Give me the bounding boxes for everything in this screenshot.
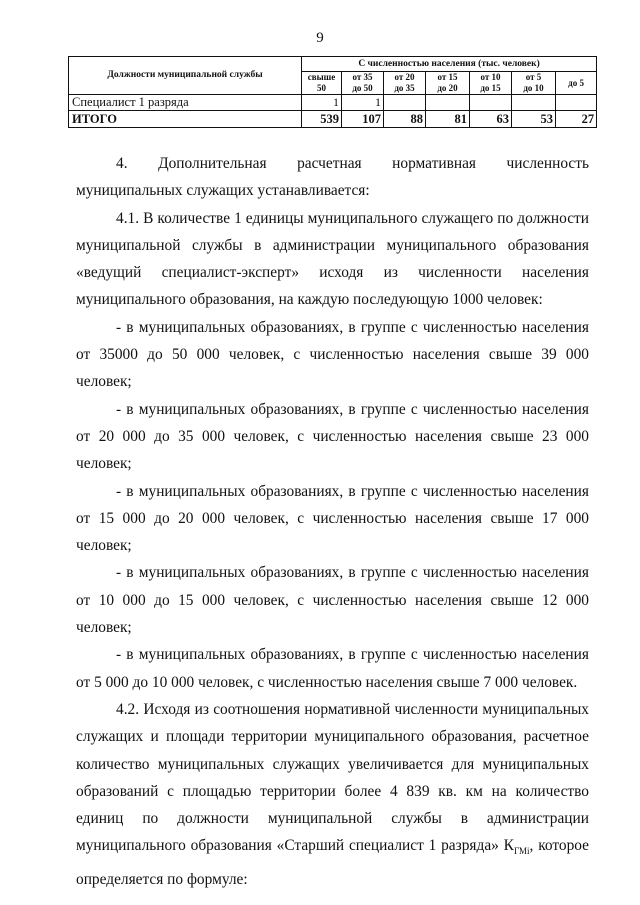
table-cell: 63	[470, 111, 512, 128]
column-header-line: от 15	[437, 72, 458, 82]
list-item: - в муниципальных образованиях, в группе с численностью населения от 35000 до 50 000 человек, с численностью населения свыше 39 000 человек;	[76, 318, 589, 391]
population-column-header	[512, 72, 556, 95]
page-number: 9	[316, 30, 324, 46]
column-header-line: от 5	[525, 72, 542, 82]
paragraph-4-2-text: 4.2. Исходя из соотношения нормативной численности муниципальных служащих и площади территории муниципального образования, расчетное количество муниципальных служащих увеличивается для муниципальных образований с площадью территории более 4 839 кв. км на количество единиц по должности муниципальной службы в администрации муниципального образования «Старший специалист 1 разряда» К	[76, 700, 589, 855]
position-column-header: Должности муниципальной службы	[69, 57, 302, 95]
table-cell	[512, 95, 556, 111]
table-row	[69, 95, 597, 111]
population-column-header	[384, 72, 426, 95]
column-header-line: до 5	[568, 77, 584, 88]
table-cell: 1	[302, 95, 342, 111]
row-label: ИТОГО	[69, 111, 302, 128]
document-body	[76, 150, 589, 893]
table-body	[69, 95, 597, 128]
column-header-line: до 35	[394, 83, 415, 93]
list-item: - в муниципальных образованиях, в группе с численностью населения от 5 000 до 10 000 человек, с численностью населения свыше 7 000 человек.	[76, 646, 589, 691]
paragraph-4: 4. Дополнительная расчетная нормативная численность муниципальных служащих устанавливается:	[76, 155, 589, 200]
population-column-header	[556, 72, 597, 95]
paragraph-4-2	[76, 696, 589, 893]
population-column-header	[302, 72, 342, 95]
table-header-row	[69, 57, 597, 72]
list-item: - в муниципальных образованиях, в группе с численностью населения от 10 000 до 15 000 человек, с численностью населения свыше 12 000 человек;	[76, 564, 589, 637]
table-cell: 88	[384, 111, 426, 128]
paragraph-4-1: 4.1. В количестве 1 единицы муниципального служащего по должности муниципальной службы в администрации муниципального образования «ведущий специалист-эксперт» исходя из численности населения муниципального образования, на каждую последующую 1000 человек:	[76, 209, 589, 309]
column-header-line: до 15	[480, 83, 501, 93]
table-cell: 53	[512, 111, 556, 128]
staffing-table	[68, 56, 597, 128]
column-header-line: до 10	[523, 83, 544, 93]
population-column-header	[426, 72, 470, 95]
table-cell	[470, 95, 512, 111]
paragraph-4-2-tail: , которое определяется по формуле:	[76, 837, 590, 888]
table-cell: 81	[426, 111, 470, 128]
population-column-header	[470, 72, 512, 95]
list-item: - в муниципальных образованиях, в группе с численностью населения от 15 000 до 20 000 человек, с численностью населения свыше 17 000 человек;	[76, 482, 589, 555]
table-cell: 1	[342, 95, 384, 111]
table-cell: 27	[556, 111, 597, 128]
column-header-line: 50	[317, 83, 326, 93]
row-label: Специалист 1 разряда	[69, 95, 302, 111]
list-item: - в муниципальных образованиях, в группе с численностью населения от 20 000 до 35 000 человек, с численностью населения свыше 23 000 человек;	[76, 400, 589, 473]
column-header-line: до 20	[437, 83, 458, 93]
population-column-header	[342, 72, 384, 95]
column-header-line: свыше	[307, 72, 336, 82]
column-header-line: от 20	[394, 72, 415, 82]
table-cell	[384, 95, 426, 111]
column-header-line: до 50	[352, 83, 373, 93]
population-group-header: С численностью населения (тыс. человек)	[302, 57, 597, 72]
column-header-line: от 10	[480, 72, 501, 82]
table-cell: 107	[342, 111, 384, 128]
table-cell	[556, 95, 597, 111]
column-header-line: от 35	[352, 72, 373, 82]
table-row	[69, 111, 597, 128]
table-cell: 539	[302, 111, 342, 128]
table-cell	[426, 95, 470, 111]
coefficient-subscript: ГМi	[513, 846, 530, 857]
